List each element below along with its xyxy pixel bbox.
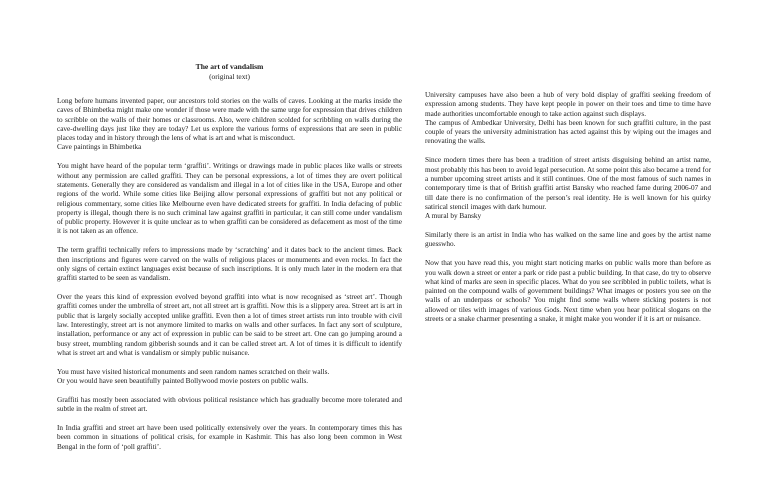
paragraph-graffiti-definition: You might have heard of the popular term ‘graffiti’. Writings or drawings made in public places like walls or streets without any permission are called graffiti. They can be personal expressions, a lot of times they are overt political statements. Generally they are considered as vandalism and illegal in a lot of cities like in the USA, Europe and other regions of the world. While some cities like Beijing allow personal expressions of graffiti but not any political or religious commentary, some cities like Melbourne even have dedicated streets for graffiti. In India defacing of public property is illegal, though there is no such criminal law against graffiti in particular, it can still come under vandalism of public property. However it is quite unclear as to when graffiti can be considered as defacement as most of the time it is not taken as an offence. bbox=[57, 162, 402, 236]
paragraph-text: University campuses have also been a hub of very bold display of graffiti seeking freedom of expression among students. They have kept people in power on their toes and time to time have made authorities uncomfortable enough to take action against such displays. bbox=[425, 91, 711, 118]
right-column bbox=[425, 91, 711, 334]
paragraph-artist-names bbox=[425, 156, 711, 221]
paragraph-text: The campus of Ambedkar University, Delhi has been known for such graffiti culture, in the past couple of years the university administration has acted against this by wiping out the images and renovating the walls. bbox=[425, 118, 711, 146]
paragraph-monuments bbox=[57, 368, 402, 387]
paragraph-closing: Now that you have read this, you might start noticing marks on public walls more than before as you walk down a street or enter a park or ride past a public building. In that case, do try to observe what kind of marks are seen in specific places. What do you see scribbled in public toilets, what is painted on the compound walls of government buildings? What images or posters you see on the walls of an underpass or schools? You might find some walls where sticking posters is not allowed or tiles with images of various Gods. Next time when you hear political slogans on the streets or a snake charmer presenting a snake, it might make you wonder if it is art or nuisance. bbox=[425, 259, 711, 324]
paragraph-india-graffiti: In India graffiti and street art have been used politically extensively over the years. In contemporary times this has been common in situations of political crisis, for example in Kashmir. This has also long been common in West Bengal in the form of ‘poll graffiti’. bbox=[57, 424, 402, 451]
paragraph-text: Long before humans invented paper, our ancestors told stories on the walls of caves. Looking at the marks inside the caves of Bhimbetka might make one wonder if those were made with the same urge for expression that drives children to scribble on the walls of their homes or classrooms. Also, were children scolded for scribbling on walls during the cave-dwelling days just like they are today? Let us explore the various forms of expressions that are seen in public places today and in history through the lens of what is art and what is misconduct. bbox=[57, 97, 402, 143]
paragraph-street-art: Over the years this kind of expression evolved beyond graffiti into what is now recognised as ‘street art’. Though graffiti comes under the umbrella of street art, not all street art is graffiti. Now this is a slippery area. Street art is art in public that is largely socially accepted unlike graffiti. Even then a lot of times street artists run into trouble with civil law. Interestingly, street art is not anymore limited to marks on walls and other surfaces. In fact any sort of sculpture, installation, performance or any act of expression in public can be said to be street art. One can go jumping around a busy street, mumbling random gibberish sounds and it can be called street art. A lot of times it is difficult to identify what is street art and what is vandalism or simply public nuisance. bbox=[57, 293, 402, 357]
paragraph-text: Since modern times there has been a tradition of street artists disguising behind an artist name, most probably this has been to avoid legal persecution. At some point this also became a trend for a number upcoming street artists and it still continues. One of the most famous of such names in contemporary time is that of British graffiti artist Bansky who reached fame during 2006-07 and till date there is no confirmation of the person’s real identity. He is well known for his quirky satirical stencil images with dark humour. bbox=[425, 156, 711, 211]
left-column bbox=[57, 62, 402, 462]
paragraph-intro bbox=[57, 97, 402, 153]
document-title: The art of vandalism bbox=[195, 62, 264, 71]
image-caption: Cave paintings in Bhimbetka bbox=[57, 143, 142, 152]
paragraph-graffiti-history: The term graffiti technically refers to impressions made by ‘scratching’ and it dates back to the ancient times. Back then inscriptions and figures were carved on the walls of religious places or monuments and even rocks. In fact the only signs of certain extinct languages exist because of such inscriptions. It is only much later in the modern era that graffiti started to be seen as vandalism. bbox=[57, 246, 402, 283]
title-block bbox=[57, 62, 402, 81]
image-caption: A mural by Bansky bbox=[425, 212, 482, 221]
paragraph-india-artist: Similarly there is an artist in India who has walked on the same line and goes by the artist name guesswho. bbox=[425, 231, 711, 249]
paragraph-political-resistance: Graffiti has mostly been associated with obvious political resistance which has gradually become more tolerated and subtle in the realm of street art. bbox=[57, 395, 402, 414]
paragraph-university-campuses bbox=[425, 91, 711, 147]
paragraph-line: You must have visited historical monuments and seen random names scratched on their walls. bbox=[57, 367, 330, 376]
paragraph-line: Or you would have seen beautifully painted Bollywood movie posters on public walls. bbox=[57, 377, 309, 386]
document-subtitle: (original text) bbox=[209, 71, 250, 81]
